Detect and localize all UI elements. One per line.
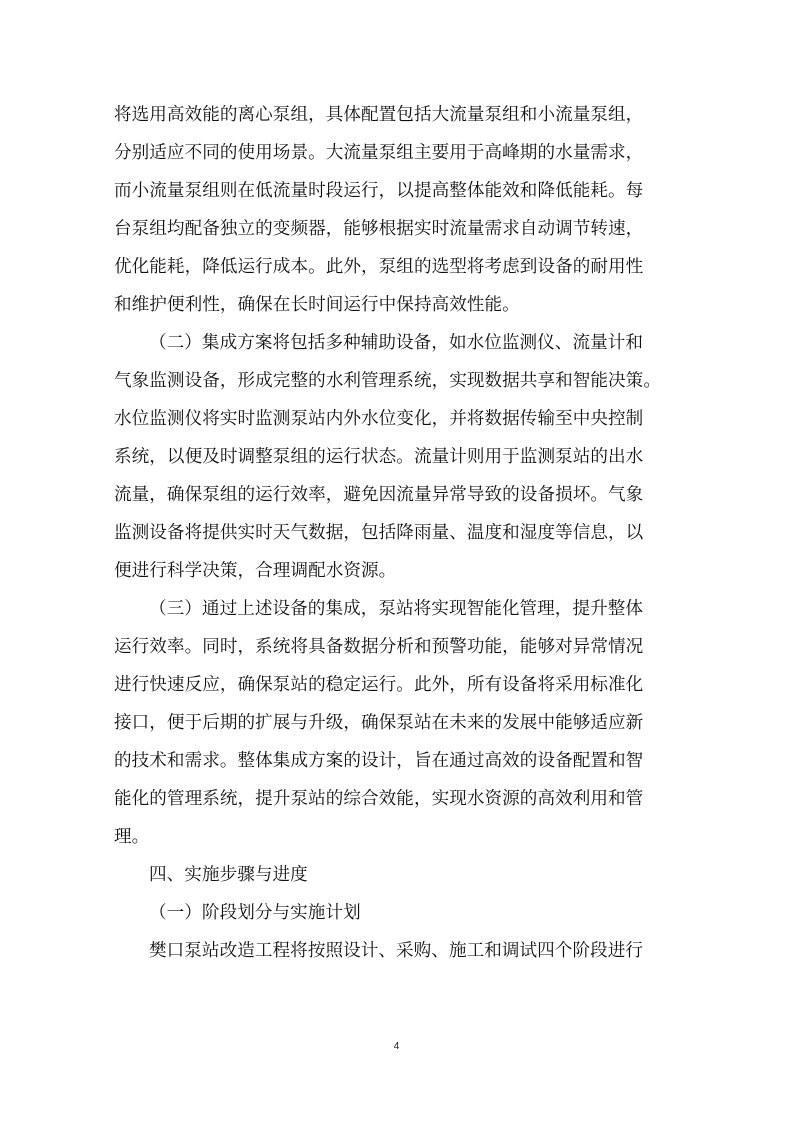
text-line: 系统，以便及时调整泵组的运行状态。流量计则用于监测泵站的出水 bbox=[114, 447, 644, 467]
text-line: 的技术和需求。整体集成方案的设计，旨在通过高效的设备配置和智 bbox=[114, 751, 644, 771]
text-line: 能化的管理系统，提升泵站的综合效能，实现水资源的高效利用和管 bbox=[114, 789, 644, 809]
page-number: 4 bbox=[393, 1041, 400, 1052]
paragraph-start-line: 樊口泵站改造工程将按照设计、采购、施工和调试四个阶段进行 bbox=[149, 941, 644, 961]
paragraph-start-line: （二）集成方案将包括多种辅助设备，如水位监测仪、流量计和 bbox=[149, 333, 644, 353]
text-line: 而小流量泵组则在低流量时段运行，以提高整体能效和降低能耗。每 bbox=[114, 181, 644, 201]
text-line: 便进行科学决策，合理调配水资源。 bbox=[114, 561, 397, 581]
text-line: 优化能耗，降低运行成本。此外，泵组的选型将考虑到设备的耐用性 bbox=[114, 257, 644, 277]
text-line: 台泵组均配备独立的变频器，能够根据实时流量需求自动调节转速， bbox=[114, 219, 644, 239]
text-line: 进行快速反应，确保泵站的稳定运行。此外，所有设备将采用标准化 bbox=[114, 675, 644, 695]
text-line: 理。 bbox=[114, 827, 150, 847]
paragraph-start-line: （三）通过上述设备的集成，泵站将实现智能化管理，提升整体 bbox=[149, 599, 644, 619]
text-line: 监测设备将提供实时天气数据，包括降雨量、温度和湿度等信息，以 bbox=[114, 523, 644, 543]
text-line: 流量，确保泵组的运行效率，避免因流量异常导致的设备损坏。气象 bbox=[114, 485, 644, 505]
subsection-heading: （一）阶段划分与实施计划 bbox=[149, 903, 361, 923]
text-line: 和维护便利性，确保在长时间运行中保持高效性能。 bbox=[114, 295, 520, 315]
text-line: 接口，便于后期的扩展与升级，确保泵站在未来的发展中能够适应新 bbox=[114, 713, 644, 733]
body-text bbox=[114, 96, 676, 970]
text-line: 气象监测设备，形成完整的水利管理系统，实现数据共享和智能决策。 bbox=[114, 371, 661, 391]
text-line: 运行效率。同时，系统将具备数据分析和预警功能，能够对异常情况 bbox=[114, 637, 644, 657]
text-line: 水位监测仪将实时监测泵站内外水位变化，并将数据传输至中央控制 bbox=[114, 409, 644, 429]
text-line: 将选用高效能的离心泵组，具体配置包括大流量泵组和小流量泵组， bbox=[114, 105, 644, 125]
text-line: 分别适应不同的使用场景。大流量泵组主要用于高峰期的水量需求， bbox=[114, 143, 644, 163]
section-heading: 四、实施步骤与进度 bbox=[149, 865, 308, 885]
